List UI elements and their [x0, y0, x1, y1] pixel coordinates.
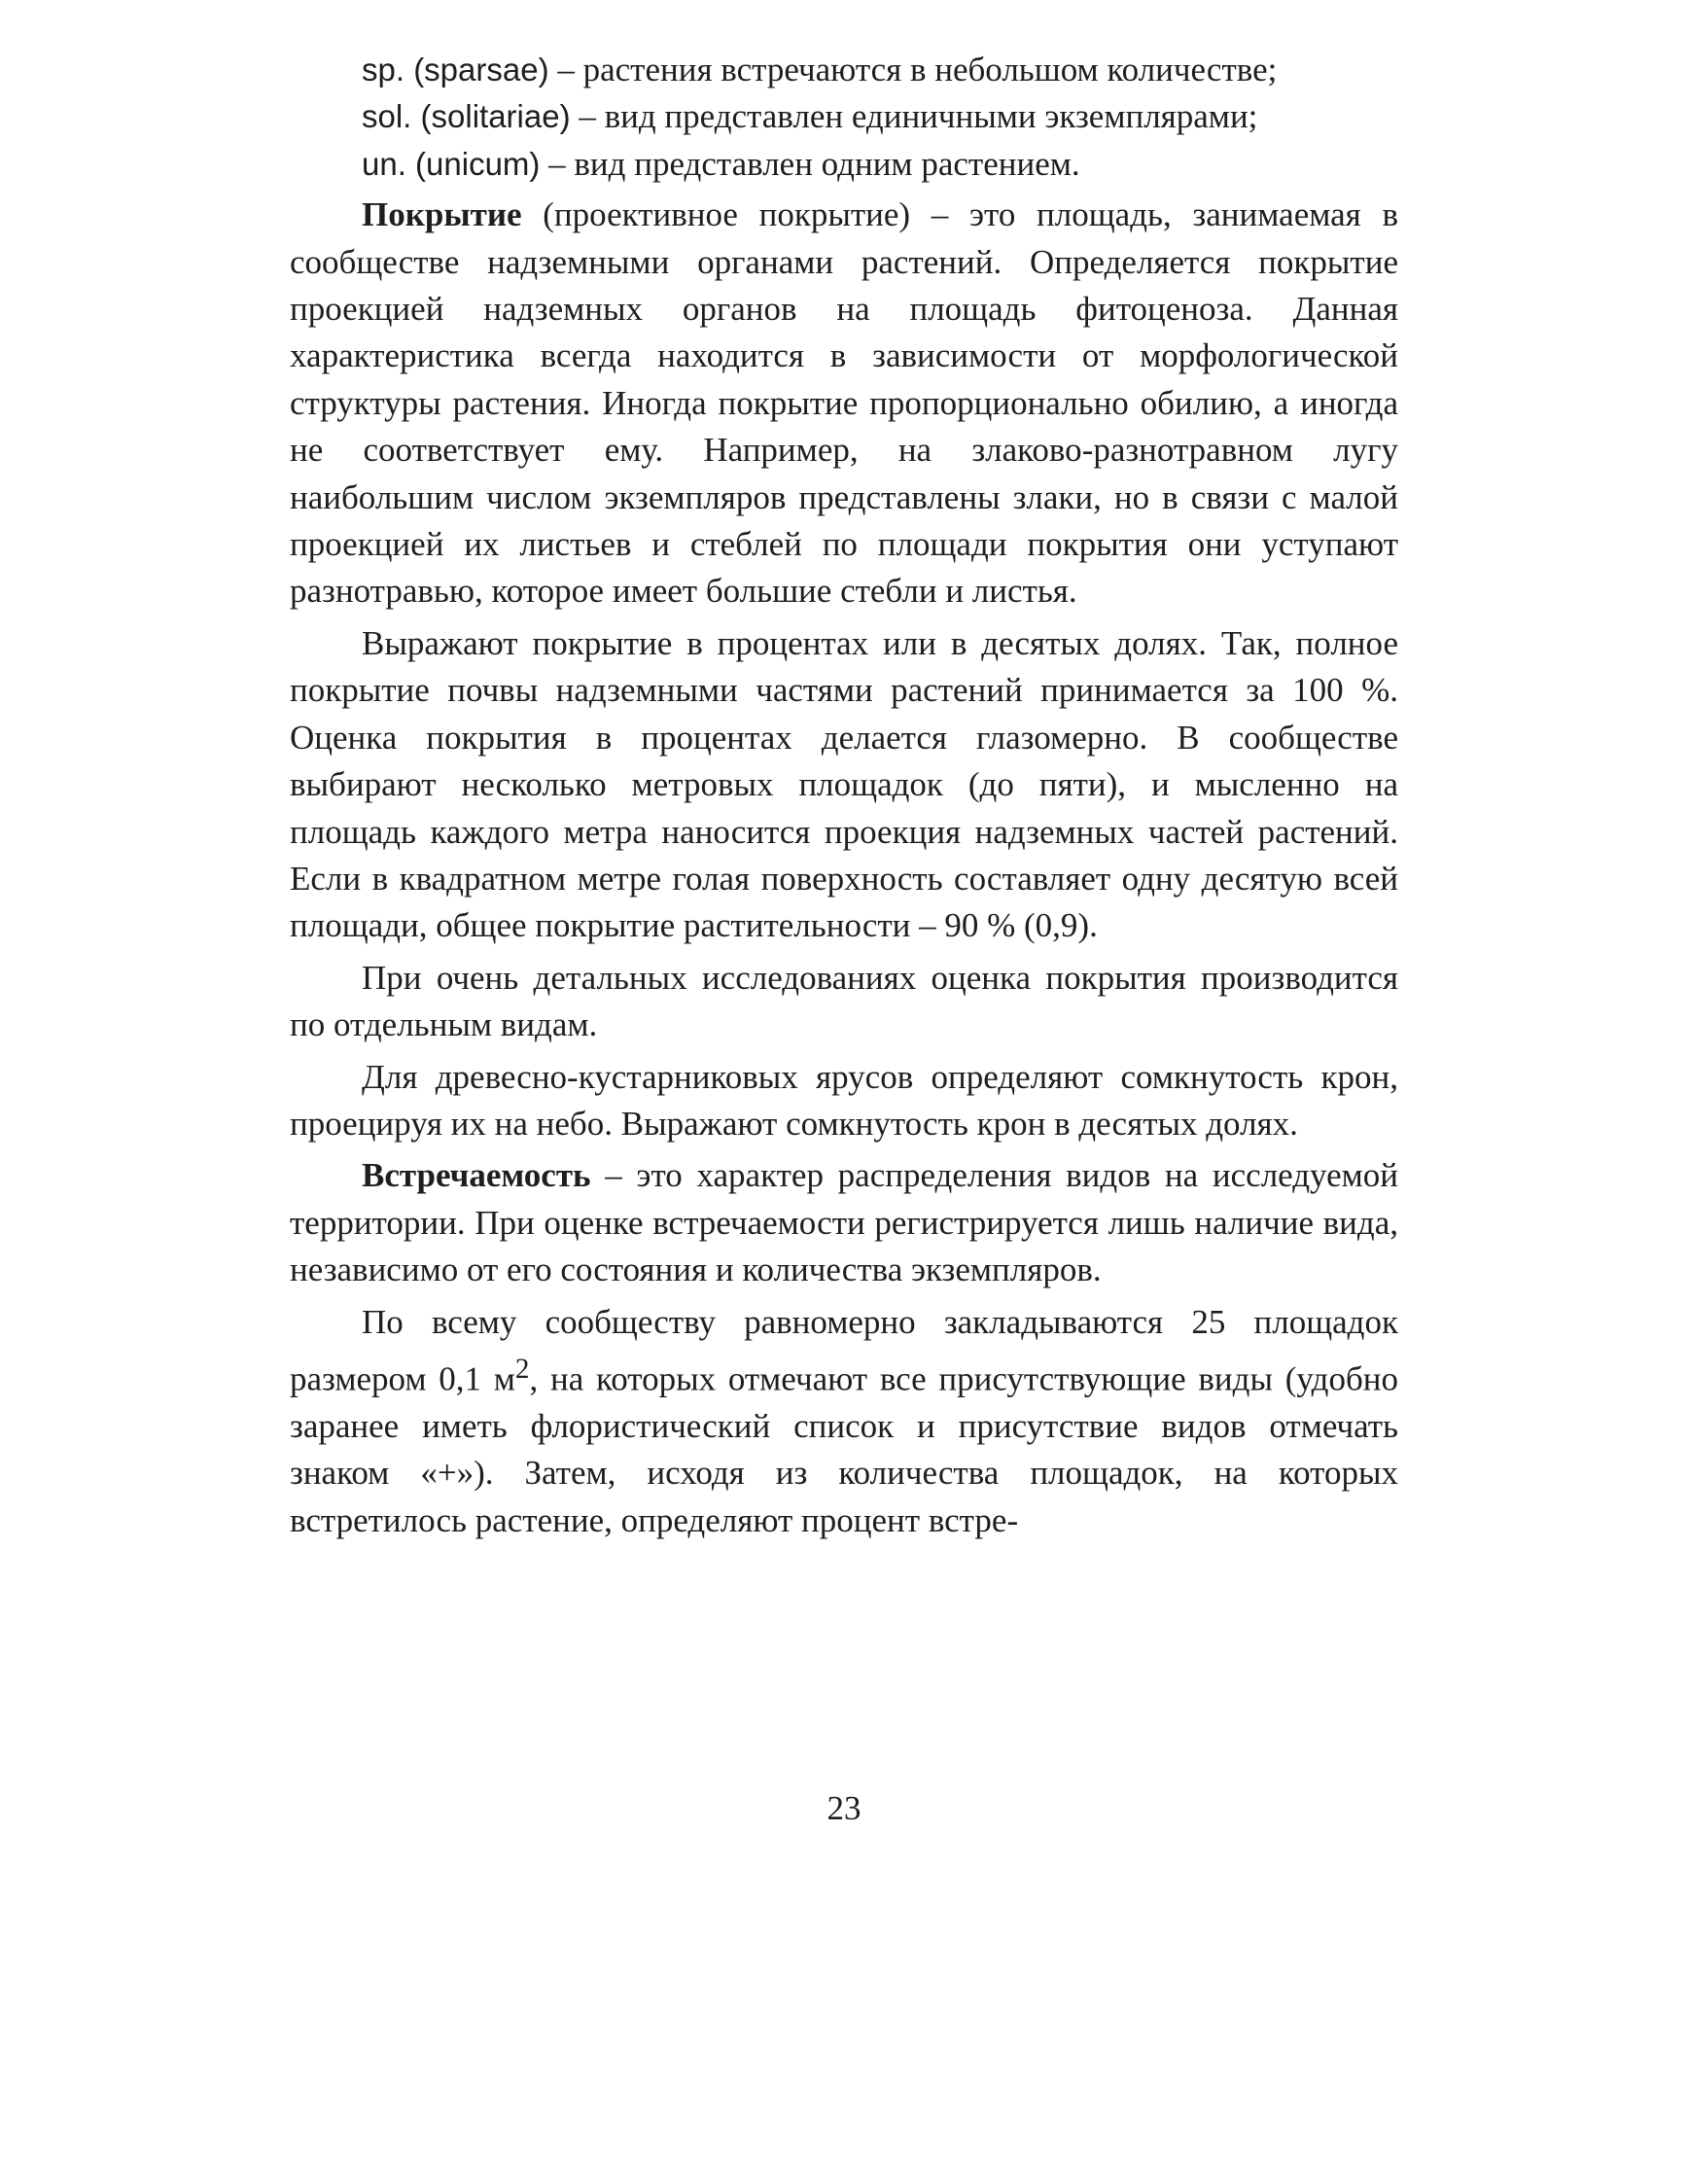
list-item-text: – вид представлен одним растением.: [540, 144, 1080, 183]
cover-definition-text: (проективное покрытие) – это площадь, занимаемая в сообществе надземными органами растений. Определяется покрытие проекцией надземных органов на площадь фитоценоза. Данная характеристика всегда находится в зависимости от морфологической структуры растения. Иногда покрытие пропорционально обилию, а иногда не соответствует ему. Например, на злаково-разнотравном лугу наибольшим числом экземпляров представлены злаки, но в связи с малой проекцией их листьев и стеблей по площади покрытия они уступают разнотравью, которое имеет большие стебли и листья.: [290, 195, 1398, 611]
canopy-closure-paragraph: Для древесно-кустарниковых ярусов определяют сомкнутость крон, проецируя их на небо. Выражают сомкнутость крон в десятых долях.: [290, 1057, 1398, 1143]
list-item-abbr: sol. (solitariae): [362, 98, 571, 135]
list-item-abbr: un. (unicum): [362, 145, 541, 182]
page-number: 23: [826, 1789, 862, 1827]
frequency-term: Встречаемость: [362, 1156, 591, 1195]
cover-definition-paragraph: [290, 192, 1398, 616]
frequency-method-text-start: По всему сообществу равномерно закладываются 25 площадок размером 0,1 м: [290, 1302, 1398, 1398]
list-item: [290, 141, 1398, 188]
superscript-exponent: 2: [514, 1353, 530, 1385]
page-body: [290, 47, 1398, 1549]
list-item-abbr: sp. (sparsae): [362, 52, 549, 88]
frequency-definition-text: – это характер распределения видов на исследуемой территории. При оценке встречаемости регистрируется лишь наличие вида, независимо от его состояния и количества экземпляров.: [290, 1156, 1398, 1289]
list-item-text: – растения встречаются в небольшом количестве;: [548, 51, 1278, 88]
cover-measurement-paragraph: Выражают покрытие в процентах или в десятых долях. Так, полное покрытие почвы надземными частями растений принимается за 100 %. Оценка покрытия в процентах делается глазомерно. В сообществе выбирают несколько метровых площадок (до пяти), и мысленно на площадь каждого метра наносится проекция надземных частей растений. Если в квадратном метре голая поверхность составляет одну десятую всей площади, общее покрытие растительности – 90 % (0,9).: [290, 623, 1398, 945]
frequency-method-text-end: , на которых отмечают все присутствующие виды (удобно заранее иметь флористический список и присутствие видов отмечать знаком «+»). Затем, исходя из количества площадок, на которых встретилось растение, определяют процент встре-: [290, 1359, 1398, 1539]
frequency-method-paragraph: [290, 1299, 1398, 1545]
frequency-definition-paragraph: [290, 1152, 1398, 1293]
cover-detail-paragraph: При очень детальных исследованиях оценка покрытия производится по отдельным видам.: [290, 958, 1398, 1044]
cover-term: Покрытие: [362, 195, 522, 234]
list-item: [290, 47, 1398, 93]
list-item: [290, 93, 1398, 140]
list-item-text: – вид представлен единичными экземплярами;: [570, 97, 1258, 136]
abundance-scale-list: [290, 47, 1398, 188]
